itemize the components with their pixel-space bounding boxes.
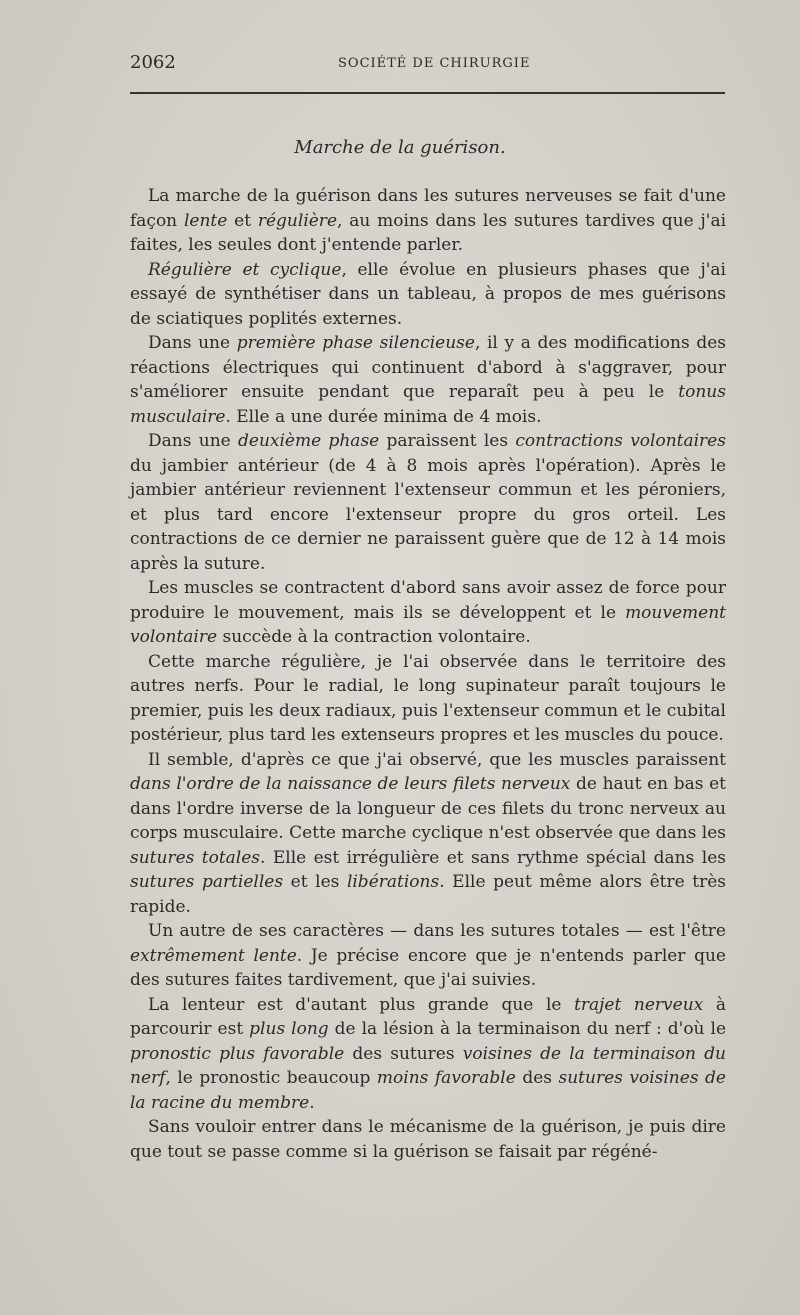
text-run: , elle évolue en plusieurs phases que j'ai essayé de synthétiser dans un tableau, à propos de mes guérisons de sciatiques poplités externes.: [130, 259, 726, 329]
paragraph: [130, 331, 726, 429]
text-run: . Elle est irrégulière et sans rythme spécial dans les: [260, 847, 726, 868]
text-run: . Elle peut même alors être très rapide.: [130, 872, 726, 917]
paragraph: [130, 919, 726, 993]
italic-text: mouvement volontaire: [130, 602, 726, 647]
italic-text: deuxième phase: [238, 431, 380, 451]
italic-text: régulière: [257, 210, 337, 231]
text-run: de la lésion à la terminaison du nerf : d'où le: [328, 1019, 726, 1039]
text-run: et les: [283, 872, 347, 892]
paragraph: [130, 650, 726, 748]
text-run: des sutures: [344, 1043, 463, 1064]
italic-text: moins favorable: [376, 1068, 516, 1088]
italic-text: libérations: [346, 872, 440, 892]
running-title: SOCIÉTÉ DE CHIRURGIE: [338, 56, 531, 71]
text-run: , le pronostic beaucoup: [165, 1068, 377, 1088]
italic-text: sutures totales: [130, 847, 261, 868]
paragraph: [130, 258, 726, 332]
text-run: des: [515, 1068, 559, 1088]
text-run: succède à la contraction volontaire.: [217, 627, 531, 647]
text-run: Les muscles se contractent d'abord sans avoir assez de force pour produire le mouvement, mais ils se développent et le: [130, 578, 726, 623]
text-run: Il semble, d'après ce que j'ai observé, que les muscles paraissent: [148, 749, 726, 770]
text-run: La marche de la guérison dans les sutures nerveuses se fait d'une façon: [130, 186, 726, 231]
text-run: Dans une: [148, 333, 237, 353]
section-title: Marche de la guérison.: [294, 137, 506, 158]
text-run: Un autre de ses caractères — dans les sutures totales — est l'être: [148, 921, 726, 941]
page-header: [130, 52, 725, 82]
text-run: paraissent les: [379, 431, 516, 451]
text-run: de haut en bas et dans l'ordre inverse de la longueur de ces filets du tronc nerveux au corps musculaire. Cette marche cyclique n'est observée que dans les: [130, 774, 726, 843]
italic-text: tonus musculaire: [130, 382, 726, 427]
text-run: Sans vouloir entrer dans le mécanisme de la guérison, je puis dire que tout se passe comme si la guérison se faisait par régéné-: [130, 1117, 726, 1162]
paragraph: [130, 748, 726, 920]
italic-text: contractions volontaires: [515, 431, 726, 451]
text-run: , au moins dans les sutures tardives que j'ai faites, les seules dont j'entende parler.: [130, 210, 727, 255]
italic-text: sutures voisines de la racine du membre: [130, 1068, 726, 1113]
text-run: Cette marche régulière, je l'ai observée dans le territoire des autres nerfs. Pour le radial, le long supinateur paraît toujours le premier, puis les deux radiaux, puis l'extenseur commun et le cubital postérieur, plus tard les extenseurs propres et les muscles du pouce.: [130, 651, 726, 745]
page-number: 2062: [130, 52, 176, 73]
italic-text: dans l'ordre de la naissance de leurs filets nerveux: [130, 774, 571, 794]
italic-text: plus long: [249, 1019, 329, 1039]
text-run: du jambier antérieur (de 4 à 8 mois après l'opération). Après le jambier antérieur reviennent l'extenseur commun et les péroniers, et plus tard encore l'extenseur propre du gros orteil. Les contractions de ce dernier ne paraissent guère que de 12 à 14 mois après la suture.: [130, 455, 726, 574]
italic-text: extrêmement lente: [130, 945, 297, 966]
paragraph: [130, 1115, 726, 1164]
text-run: Dans une: [148, 431, 239, 451]
paragraph: [130, 429, 726, 576]
text-run: à parcourir est: [130, 994, 726, 1039]
text-run: La lenteur est d'autant plus grande que le: [148, 994, 575, 1015]
italic-text: lente: [183, 210, 228, 231]
text-run: et: [227, 210, 258, 231]
text-run: . Elle a une durée minima de 4 mois.: [225, 406, 542, 427]
text-run: .: [309, 1092, 315, 1113]
italic-text: sutures partielles: [130, 872, 284, 892]
paragraph: [130, 184, 726, 258]
italic-text: première phase silencieuse: [236, 333, 475, 353]
italic-text: Régulière et cyclique: [148, 259, 342, 280]
italic-text: pronostic plus favorable: [130, 1043, 345, 1064]
body-text: [130, 184, 726, 1164]
text-run: , il y a des modifications des réactions électriques qui continuent d'abord à s'aggraver, pour s'améliorer ensuite pendant que reparaît peu à peu le: [130, 333, 726, 402]
italic-text: voisines de la terminaison du nerf: [130, 1043, 726, 1088]
italic-text: trajet nerveux: [574, 994, 704, 1015]
header-rule: [130, 92, 725, 94]
text-run: . Je précise encore que je n'entends parler que des sutures faites tardivement, que j'ai suivies.: [130, 945, 726, 990]
paragraph: [130, 993, 726, 1116]
paragraph: [130, 576, 726, 650]
